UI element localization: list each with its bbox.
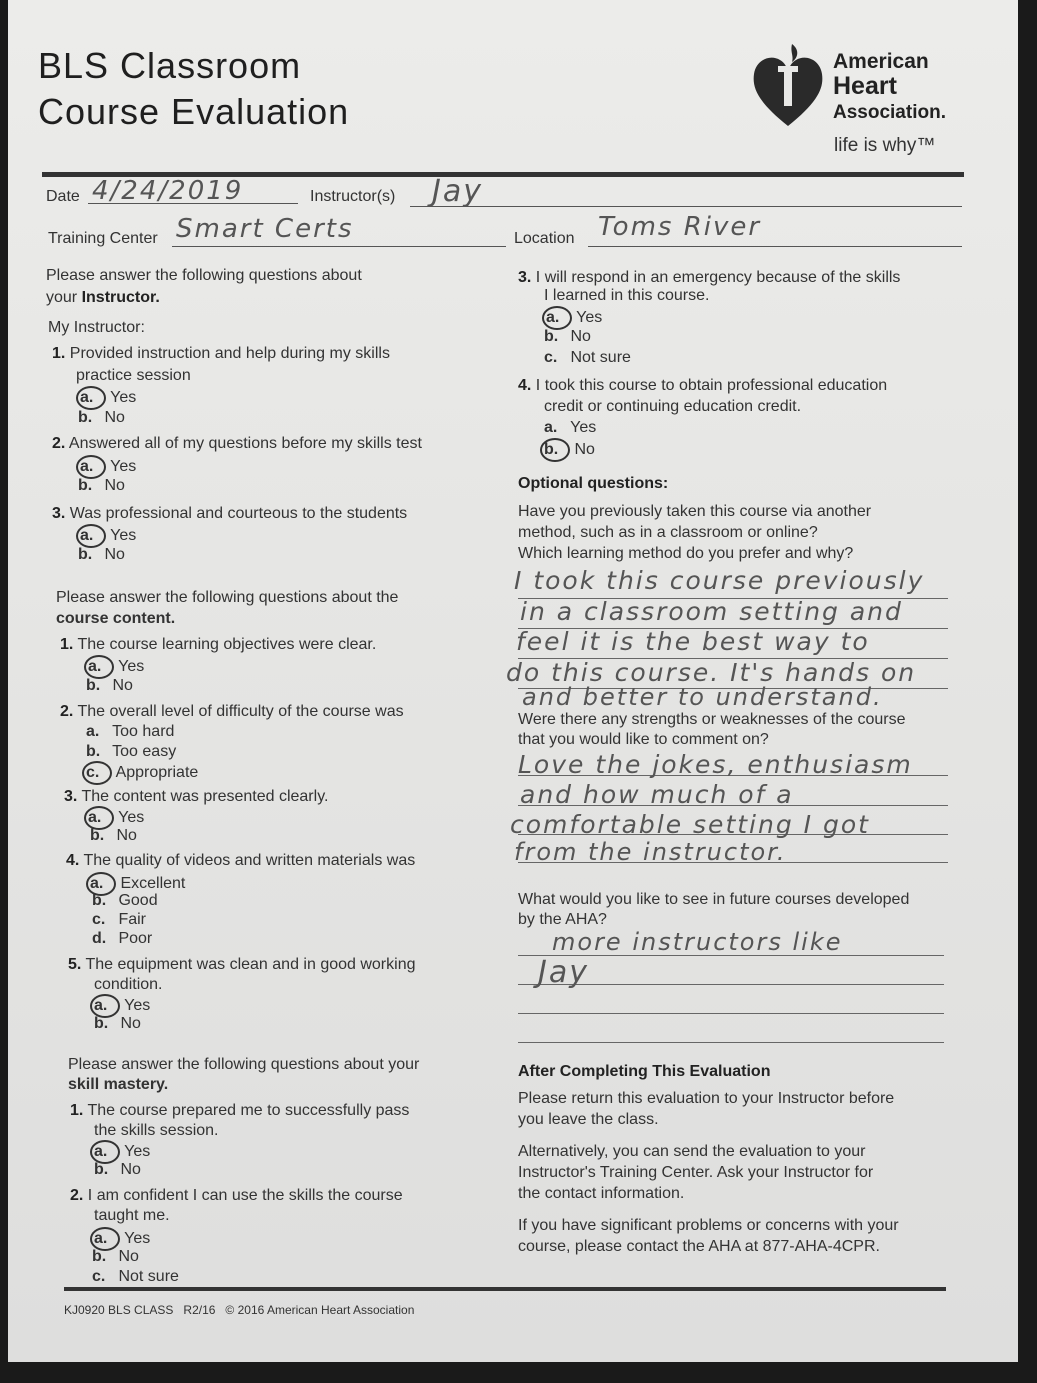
content-q4-option-b[interactable]: b. Good <box>92 892 158 909</box>
optional-answer-1-line3: feel it is the best way to <box>516 627 870 656</box>
optional-answer-1-line4: do this course. It's hands on <box>506 658 917 687</box>
aha-tagline: life is why™ <box>834 135 936 156</box>
content-q2-option-b[interactable]: b. Too easy <box>86 743 177 760</box>
content-question-1: 1. The course learning objectives were clear. <box>60 636 377 653</box>
skill-question-2-cont: taught me. <box>94 1207 170 1224</box>
instructor-q3-option-a[interactable]: a. Yes <box>76 524 136 548</box>
heart-torch-logo-icon <box>748 40 828 130</box>
instructor-q1-option-b[interactable]: b. No <box>78 409 125 426</box>
optional-answer-1-line2: in a classroom setting and <box>520 597 903 626</box>
instructor-q1-option-a[interactable]: a. Yes <box>76 386 136 410</box>
right-question-3: 3. I will respond in an emergency because of the skills <box>518 269 901 286</box>
right-question-4: 4. I took this course to obtain professional education <box>518 377 888 394</box>
content-q4-option-d[interactable]: d. Poor <box>92 930 153 947</box>
instructor-q2-option-a[interactable]: a. Yes <box>76 455 136 479</box>
footer-code: KJ0920 BLS CLASS R2/16 © 2016 American Heart Association <box>64 1303 415 1317</box>
after-completing-heading: After Completing This Evaluation <box>518 1063 771 1080</box>
content-q3-option-b[interactable]: b. No <box>90 827 137 844</box>
training-center-label: Training Center <box>48 230 158 247</box>
content-q4-option-a[interactable]: a. Excellent <box>86 872 185 896</box>
content-q2-option-c[interactable]: c. Appropriate <box>82 761 198 785</box>
optional-q1-line2: method, such as in a classroom or online? <box>518 524 818 541</box>
date-label: Date <box>46 188 80 205</box>
right-q4-option-a[interactable]: a. Yes <box>544 419 597 436</box>
optional-answer-2-line3: comfortable setting I got <box>510 810 870 839</box>
answer-line[interactable] <box>518 1013 944 1014</box>
answer-line[interactable] <box>518 1042 944 1043</box>
after-p1-line1: Please return this evaluation to your Instructor before <box>518 1090 895 1107</box>
after-p1-line2: you leave the class. <box>518 1111 659 1128</box>
after-p3-line2: course, please contact the AHA at 877-AHA-4CPR. <box>518 1238 880 1255</box>
skill-intro-line2: skill mastery. <box>68 1076 169 1093</box>
location-value: Toms River <box>598 212 762 242</box>
optional-q2-line2: that you would like to comment on? <box>518 731 769 748</box>
right-question-3-cont: I learned in this course. <box>544 287 710 304</box>
location-field-line[interactable] <box>588 246 962 247</box>
content-intro-line1: Please answer the following questions about the <box>56 589 399 606</box>
instructor-question-1: 1. Provided instruction and help during my skills <box>52 345 390 362</box>
content-intro-line2: course content. <box>56 610 176 627</box>
optional-q3-line2: by the AHA? <box>518 911 607 928</box>
instructor-label: Instructor(s) <box>310 188 396 205</box>
optional-q3-line1: What would you like to see in future courses developed <box>518 891 910 908</box>
my-instructor-label: My Instructor: <box>48 319 145 336</box>
content-question-3: 3. The content was presented clearly. <box>64 788 329 805</box>
content-question-2: 2. The overall level of difficulty of the course was <box>60 703 404 720</box>
content-question-5: 5. The equipment was clean and in good working <box>68 956 416 973</box>
content-q5-option-a[interactable]: a. Yes <box>90 994 150 1018</box>
form-title-line2: Course Evaluation <box>38 91 350 132</box>
optional-answer-2-line2: and how much of a <box>520 780 794 809</box>
content-q4-option-c[interactable]: c. Fair <box>92 911 147 928</box>
content-question-4: 4. The quality of videos and written materials was <box>66 852 416 869</box>
location-label: Location <box>514 230 575 247</box>
after-p2-line3: the contact information. <box>518 1185 685 1202</box>
after-p2-line1: Alternatively, you can send the evaluation to your <box>518 1143 866 1160</box>
right-question-4-cont: credit or continuing education credit. <box>544 398 802 415</box>
instructor-q2-option-b[interactable]: b. No <box>78 477 125 494</box>
optional-q1-line3: Which learning method do you prefer and why? <box>518 545 854 562</box>
optional-answer-3-line1: more instructors like <box>552 928 843 956</box>
skill-question-1-cont: the skills session. <box>94 1122 219 1139</box>
instructor-question-2: 2. Answered all of my questions before my skills test <box>52 435 422 452</box>
instructor-intro-line2: your Instructor. <box>46 289 160 306</box>
skill-q2-option-a[interactable]: a. Yes <box>90 1227 150 1251</box>
content-q1-option-b[interactable]: b. No <box>86 677 133 694</box>
aha-name-line3: Association. <box>833 102 946 123</box>
content-question-5-cont: condition. <box>94 976 163 993</box>
training-center-field-line[interactable] <box>172 246 506 247</box>
content-q3-option-a[interactable]: a. Yes <box>84 806 144 830</box>
optional-q1-line1: Have you previously taken this course via another <box>518 503 872 520</box>
evaluation-form <box>8 0 1018 1362</box>
skill-question-2: 2. I am confident I can use the skills the course <box>70 1187 403 1204</box>
instructor-question-3: 3. Was professional and courteous to the students <box>52 505 408 522</box>
skill-intro-line1: Please answer the following questions about your <box>68 1056 420 1073</box>
aha-name-line1: American <box>833 50 929 73</box>
optional-answer-2-line1: Love the jokes, enthusiasm <box>518 750 913 779</box>
instructor-q3-option-b[interactable]: b. No <box>78 546 125 563</box>
training-center-value: Smart Certs <box>176 214 354 244</box>
right-q3-option-a[interactable]: a. Yes <box>542 306 602 330</box>
skill-q2-option-c[interactable]: c. Not sure <box>92 1268 179 1285</box>
right-q4-option-b[interactable]: b. No <box>540 438 595 462</box>
right-q3-option-c[interactable]: c. Not sure <box>544 349 631 366</box>
footer-divider <box>64 1287 946 1291</box>
form-title-line1: BLS Classroom <box>38 45 302 86</box>
instructor-intro-line1: Please answer the following questions about <box>46 267 362 284</box>
content-q1-option-a[interactable]: a. Yes <box>84 655 144 679</box>
instructor-value: Jay <box>432 174 483 209</box>
optional-answer-1-line1: I took this course previously <box>514 566 925 595</box>
instructor-question-1-cont: practice session <box>76 367 191 384</box>
date-value: 4/24/2019 <box>92 176 244 206</box>
after-p3-line1: If you have significant problems or concerns with your <box>518 1217 899 1234</box>
optional-answer-1-line5: and better to understand. <box>522 683 883 711</box>
right-q3-option-b[interactable]: b. No <box>544 328 591 345</box>
instructor-field-line[interactable] <box>410 206 962 207</box>
aha-name-line2: Heart <box>833 72 897 100</box>
skill-q1-option-a[interactable]: a. Yes <box>90 1140 150 1164</box>
content-q2-option-a[interactable]: a. Too hard <box>86 723 175 740</box>
content-q5-option-b[interactable]: b. No <box>94 1015 141 1032</box>
optional-q2-line1: Were there any strengths or weaknesses of the course <box>518 711 906 728</box>
optional-answer-3-line2: Jay <box>538 955 589 990</box>
optional-questions-heading: Optional questions: <box>518 475 669 492</box>
skill-q2-option-b[interactable]: b. No <box>92 1248 139 1265</box>
skill-question-1: 1. The course prepared me to successfully pass <box>70 1102 410 1119</box>
skill-q1-option-b[interactable]: b. No <box>94 1161 141 1178</box>
after-p2-line2: Instructor's Training Center. Ask your Instructor for <box>518 1164 874 1181</box>
optional-answer-2-line4: from the instructor. <box>514 838 787 866</box>
